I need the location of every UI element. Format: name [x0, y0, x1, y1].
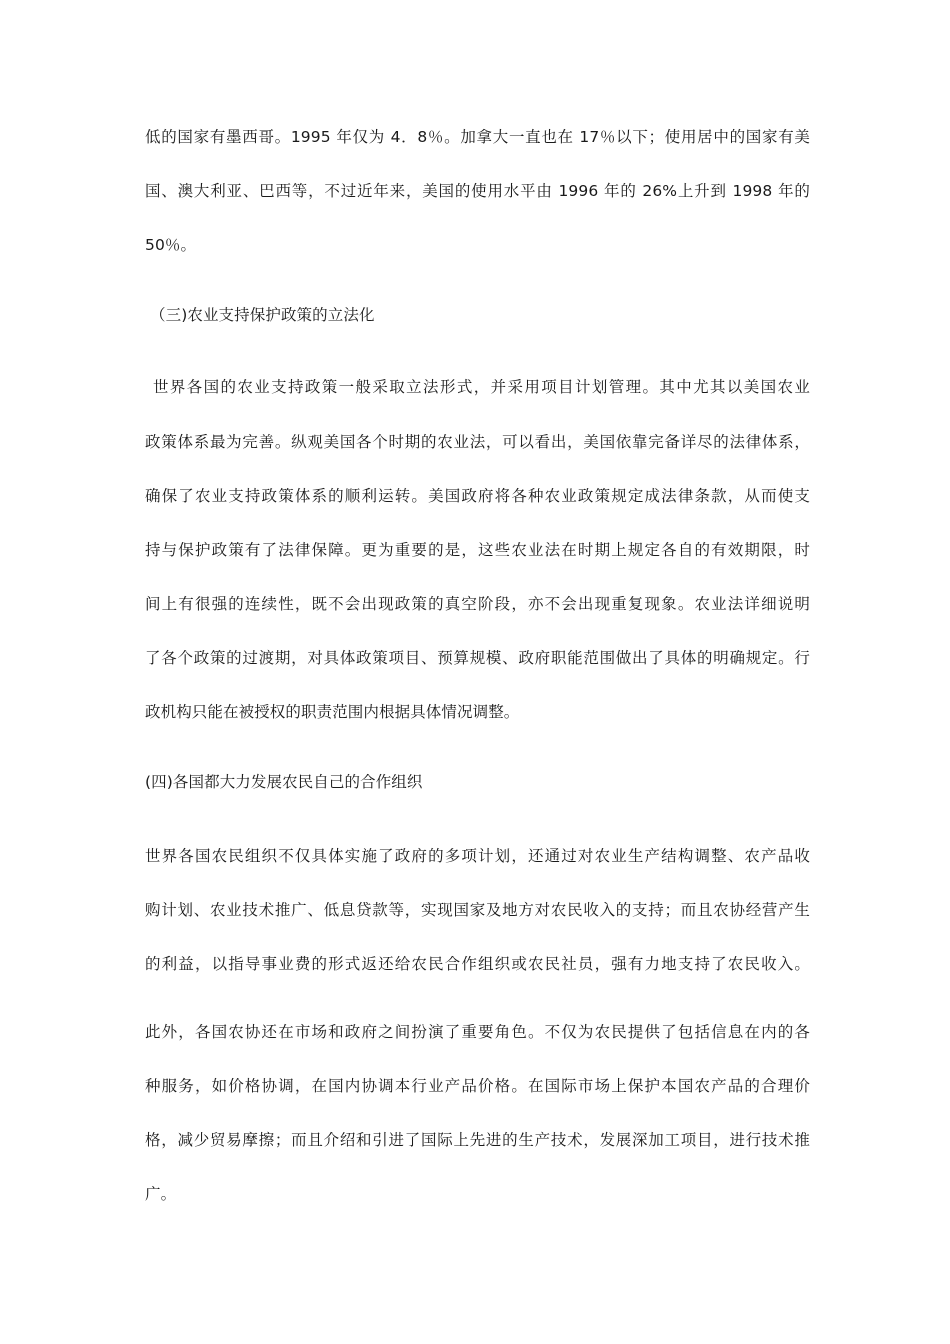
text-line: 了各个政策的过渡期，对具体政策项目、预算规模、政府职能范围做出了具体的明确规定。行 — [145, 649, 810, 667]
text-line: 持与保护政策有了法律保障。更为重要的是，这些农业法在时期上规定各自的有效期限，时 — [145, 541, 810, 559]
text-line: 此外，各国农协还在市场和政府之间扮演了重要角色。不仅为农民提供了包括信息在内的各 — [145, 1023, 810, 1041]
text-line: 间上有很强的连续性，既不会出现政策的真空阶段，亦不会出现重复现象。农业法详细说明 — [145, 595, 810, 613]
text-line: 确保了农业支持政策体系的顺利运转。美国政府将各种农业政策规定成法律条款，从而使支 — [145, 487, 810, 505]
text-line: 广。 — [145, 1185, 177, 1203]
section-heading: (四)各国都大力发展农民自己的合作组织 — [145, 773, 423, 791]
text-line: 世界各国农民组织不仅具体实施了政府的多项计划，还通过对农业生产结构调整、农产品收 — [145, 847, 810, 865]
text-line: 格，减少贸易摩擦；而且介绍和引进了国际上先进的生产技术，发展深加工项目，进行技术推 — [145, 1131, 810, 1149]
text-line: 低的国家有墨西哥。1995 年仅为 4．8％。加拿大一直也在 17％以下；使用居中的国家有美 — [145, 128, 810, 146]
text-line: 世界各国的农业支持政策一般采取立法形式，并采用项目计划管理。其中尤其以美国农业 — [153, 378, 810, 396]
text-line: 政机构只能在被授权的职责范围内根据具体情况调整。 — [145, 703, 520, 721]
text-line: 政策体系最为完善。纵观美国各个时期的农业法，可以看出，美国依靠完备详尽的法律体系， — [145, 433, 810, 451]
text-line: 种服务，如价格协调，在国内协调本行业产品价格。在国际市场上保护本国农产品的合理价 — [145, 1077, 810, 1095]
text-line: 50％。 — [145, 236, 197, 254]
text-line: 的利益，以指导事业费的形式返还给农民合作组织或农民社员，强有力地支持了农民收入。 — [145, 955, 810, 973]
section-heading: （三)农业支持保护政策的立法化 — [150, 306, 375, 324]
text-line: 购计划、农业技术推广、低息贷款等，实现国家及地方对农民收入的支持；而且农协经营产生 — [145, 901, 810, 919]
text-line: 国、澳大利亚、巴西等，不过近年来，美国的使用水平由 1996 年的 26%上升到 1998 年的 — [145, 182, 810, 200]
